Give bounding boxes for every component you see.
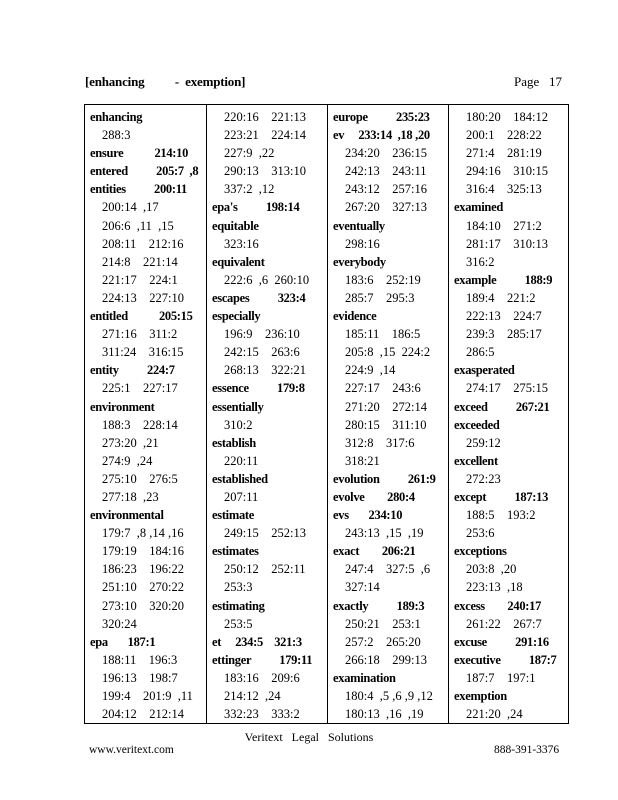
index-reference: 196:9 236:10	[224, 327, 300, 342]
index-term: examined	[454, 200, 503, 215]
index-reference: 189:4 221:2	[466, 290, 536, 305]
index-term: entities 200:11	[90, 182, 187, 197]
index-column-3	[327, 105, 448, 723]
footer-website: www.veritext.com	[89, 744, 174, 756]
index-reference: 290:13 313:10	[224, 164, 306, 179]
index-reference: 286:5	[466, 345, 495, 360]
index-reference: 250:12 252:11	[224, 562, 306, 577]
index-reference: 183:16 209:6	[224, 670, 300, 685]
index-reference: 261:22 267:7	[466, 616, 542, 631]
index-term: et 234:5 321:3	[212, 634, 302, 649]
index-term: exasperated	[454, 363, 515, 378]
index-term: environmental	[90, 508, 164, 523]
index-column-1	[85, 105, 206, 723]
index-reference: 207:11	[224, 489, 259, 504]
index-term: estimating	[212, 598, 265, 613]
index-term: examination	[333, 670, 396, 685]
index-reference: 208:11 212:16	[102, 236, 184, 251]
index-reference: 285:7 295:3	[345, 290, 415, 305]
index-term: especially	[212, 309, 261, 324]
index-reference: 183:6 252:19	[345, 272, 421, 287]
index-term: evidence	[333, 309, 377, 324]
index-reference: 273:10 320:20	[102, 598, 184, 613]
index-reference: 294:16 310:15	[466, 164, 548, 179]
index-term: ensure 214:10	[90, 146, 189, 161]
index-reference: 253:6	[466, 526, 495, 541]
index-column-4	[448, 105, 568, 723]
index-term: epa 187:1	[90, 634, 156, 649]
index-reference: 257:2 265:20	[345, 634, 421, 649]
page-number: Page 17	[514, 74, 563, 89]
index-reference: 224:13 227:10	[102, 290, 184, 305]
index-reference: 271:16 311:2	[102, 327, 178, 342]
index-reference: 288:3	[102, 128, 131, 143]
index-column-2	[206, 105, 327, 723]
index-reference: 249:15 252:13	[224, 526, 306, 541]
index-reference: 180:4 ,5 ,6 ,9 ,12	[345, 689, 433, 703]
index-reference: 222:13 224:7	[466, 309, 542, 324]
index-reference: 281:17 310:13	[466, 236, 548, 251]
index-term: exact 206:21	[333, 544, 416, 559]
index-reference: 271:20 272:14	[345, 399, 427, 414]
index-reference: 298:16	[345, 236, 380, 251]
index-reference: 253:3	[224, 580, 253, 595]
index-reference: 242:15 263:6	[224, 345, 300, 360]
index-term: ev 233:14 ,18 ,20	[333, 128, 430, 143]
footer-phone: 888-391-3376	[494, 744, 560, 756]
index-reference: 184:10 271:2	[466, 218, 542, 233]
index-term: evolve 280:4	[333, 489, 415, 504]
index-term: estimates	[212, 544, 259, 559]
index-reference: 316:2	[466, 254, 495, 269]
index-reference: 220:16 221:13	[224, 110, 306, 124]
index-reference: 187:7 197:1	[466, 670, 536, 685]
index-term: estimate	[212, 508, 255, 523]
index-term: evs 234:10	[333, 508, 403, 523]
index-reference: 221:17 224:1	[102, 272, 178, 287]
index-term: exactly 189:3	[333, 598, 425, 613]
index-term: evolution 261:9	[333, 471, 436, 486]
index-term: entitled 205:15	[90, 309, 193, 324]
index-reference: 188:5 193:2	[466, 508, 536, 523]
index-term: everybody	[333, 254, 386, 269]
index-reference: 234:20 236:15	[345, 146, 427, 161]
index-reference: 274:9 ,24	[102, 453, 153, 468]
index-term: entity 224:7	[90, 363, 175, 378]
index-reference: 200:14 ,17	[102, 200, 159, 215]
index-frame	[84, 104, 569, 724]
index-reference: 180:13 ,16 ,19	[345, 707, 424, 722]
index-reference: 222:6 ,6 260:10	[224, 272, 310, 287]
index-reference: 220:11	[224, 453, 259, 468]
page-header-range: [enhancing - exemption]	[85, 74, 246, 89]
index-reference: 227:9 ,22	[224, 146, 275, 161]
index-reference: 312:8 317:6	[345, 435, 415, 450]
index-term: entered 205:7 ,8	[90, 164, 199, 179]
index-reference: 271:4 281:19	[466, 146, 542, 161]
index-reference: 259:12	[466, 435, 501, 450]
index-term: environment	[90, 399, 155, 414]
index-reference: 266:18 299:13	[345, 652, 427, 667]
index-reference: 277:18 ,23	[102, 489, 159, 504]
index-reference: 251:10 270:22	[102, 580, 184, 595]
index-reference: 223:21 224:14	[224, 128, 306, 143]
index-term: except 187:13	[454, 489, 549, 504]
index-term: excess 240:17	[454, 598, 542, 613]
index-term: essence 179:8	[212, 381, 305, 396]
index-reference: 223:13 ,18	[466, 580, 523, 595]
index-reference: 272:23	[466, 471, 501, 486]
index-term: ettinger 179:11	[212, 652, 313, 667]
index-term: establish	[212, 435, 256, 450]
index-reference: 199:4 201:9 ,11	[102, 689, 193, 703]
index-reference: 214:12 ,24	[224, 689, 281, 703]
index-term: excuse 291:16	[454, 634, 549, 649]
index-reference: 188:3 228:14	[102, 417, 178, 432]
index-reference: 179:7 ,8 ,14 ,16	[102, 526, 184, 541]
index-reference: 205:8 ,15 224:2	[345, 345, 431, 360]
index-reference: 323:16	[224, 236, 259, 251]
index-term: excellent	[454, 453, 498, 468]
index-term: enhancing	[90, 110, 143, 124]
index-reference: 332:23 333:2	[224, 707, 300, 722]
index-reference: 224:9 ,14	[345, 363, 396, 378]
index-term: exceed 267:21	[454, 399, 550, 414]
index-term: exceptions	[454, 544, 507, 559]
index-reference: 214:8 221:14	[102, 254, 178, 269]
index-reference: 203:8 ,20	[466, 562, 517, 577]
index-reference: 200:1 228:22	[466, 128, 542, 143]
index-reference: 221:20 ,24	[466, 707, 523, 722]
index-term: example 188:9	[454, 272, 553, 287]
index-term: exemption	[454, 689, 507, 703]
index-reference: 243:13 ,15 ,19	[345, 526, 424, 541]
index-reference: 247:4 327:5 ,6	[345, 562, 431, 577]
index-reference: 188:11 196:3	[102, 652, 178, 667]
index-reference: 242:13 243:11	[345, 164, 427, 179]
index-term: established	[212, 471, 268, 486]
index-term: eventually	[333, 218, 385, 233]
index-reference: 253:5	[224, 616, 253, 631]
index-reference: 180:20 184:12	[466, 110, 548, 124]
index-reference: 227:17 243:6	[345, 381, 421, 396]
index-term: epa's 198:14	[212, 200, 300, 215]
index-reference: 267:20 327:13	[345, 200, 427, 215]
index-reference: 206:6 ,11 ,15	[102, 218, 174, 233]
index-reference: 311:24 316:15	[102, 345, 184, 360]
index-reference: 268:13 322:21	[224, 363, 306, 378]
index-term: essentially	[212, 399, 264, 414]
index-reference: 204:12 212:14	[102, 707, 184, 722]
index-term: europe 235:23	[333, 110, 430, 124]
index-reference: 320:24	[102, 616, 137, 631]
index-reference: 318:21	[345, 453, 380, 468]
index-reference: 186:23 196:22	[102, 562, 184, 577]
index-term: equivalent	[212, 254, 265, 269]
index-reference: 337:2 ,12	[224, 182, 275, 197]
index-reference: 316:4 325:13	[466, 182, 542, 197]
index-reference: 310:2	[224, 417, 253, 432]
index-reference: 196:13 198:7	[102, 670, 178, 685]
index-term: executive 187:7	[454, 652, 557, 667]
footer-company: Veritext Legal Solutions	[244, 730, 374, 744]
index-reference: 250:21 253:1	[345, 616, 421, 631]
index-reference: 280:15 311:10	[345, 417, 427, 432]
index-reference: 243:12 257:16	[345, 182, 427, 197]
index-reference: 273:20 ,21	[102, 435, 159, 450]
index-reference: 274:17 275:15	[466, 381, 548, 396]
index-reference: 327:14	[345, 580, 380, 595]
index-reference: 275:10 276:5	[102, 471, 178, 486]
index-term: exceeded	[454, 417, 500, 432]
index-reference: 179:19 184:16	[102, 544, 184, 559]
index-term: equitable	[212, 218, 259, 233]
index-reference: 185:11 186:5	[345, 327, 421, 342]
index-term: escapes 323:4	[212, 290, 306, 305]
index-reference: 239:3 285:17	[466, 327, 542, 342]
index-reference: 225:1 227:17	[102, 381, 178, 396]
